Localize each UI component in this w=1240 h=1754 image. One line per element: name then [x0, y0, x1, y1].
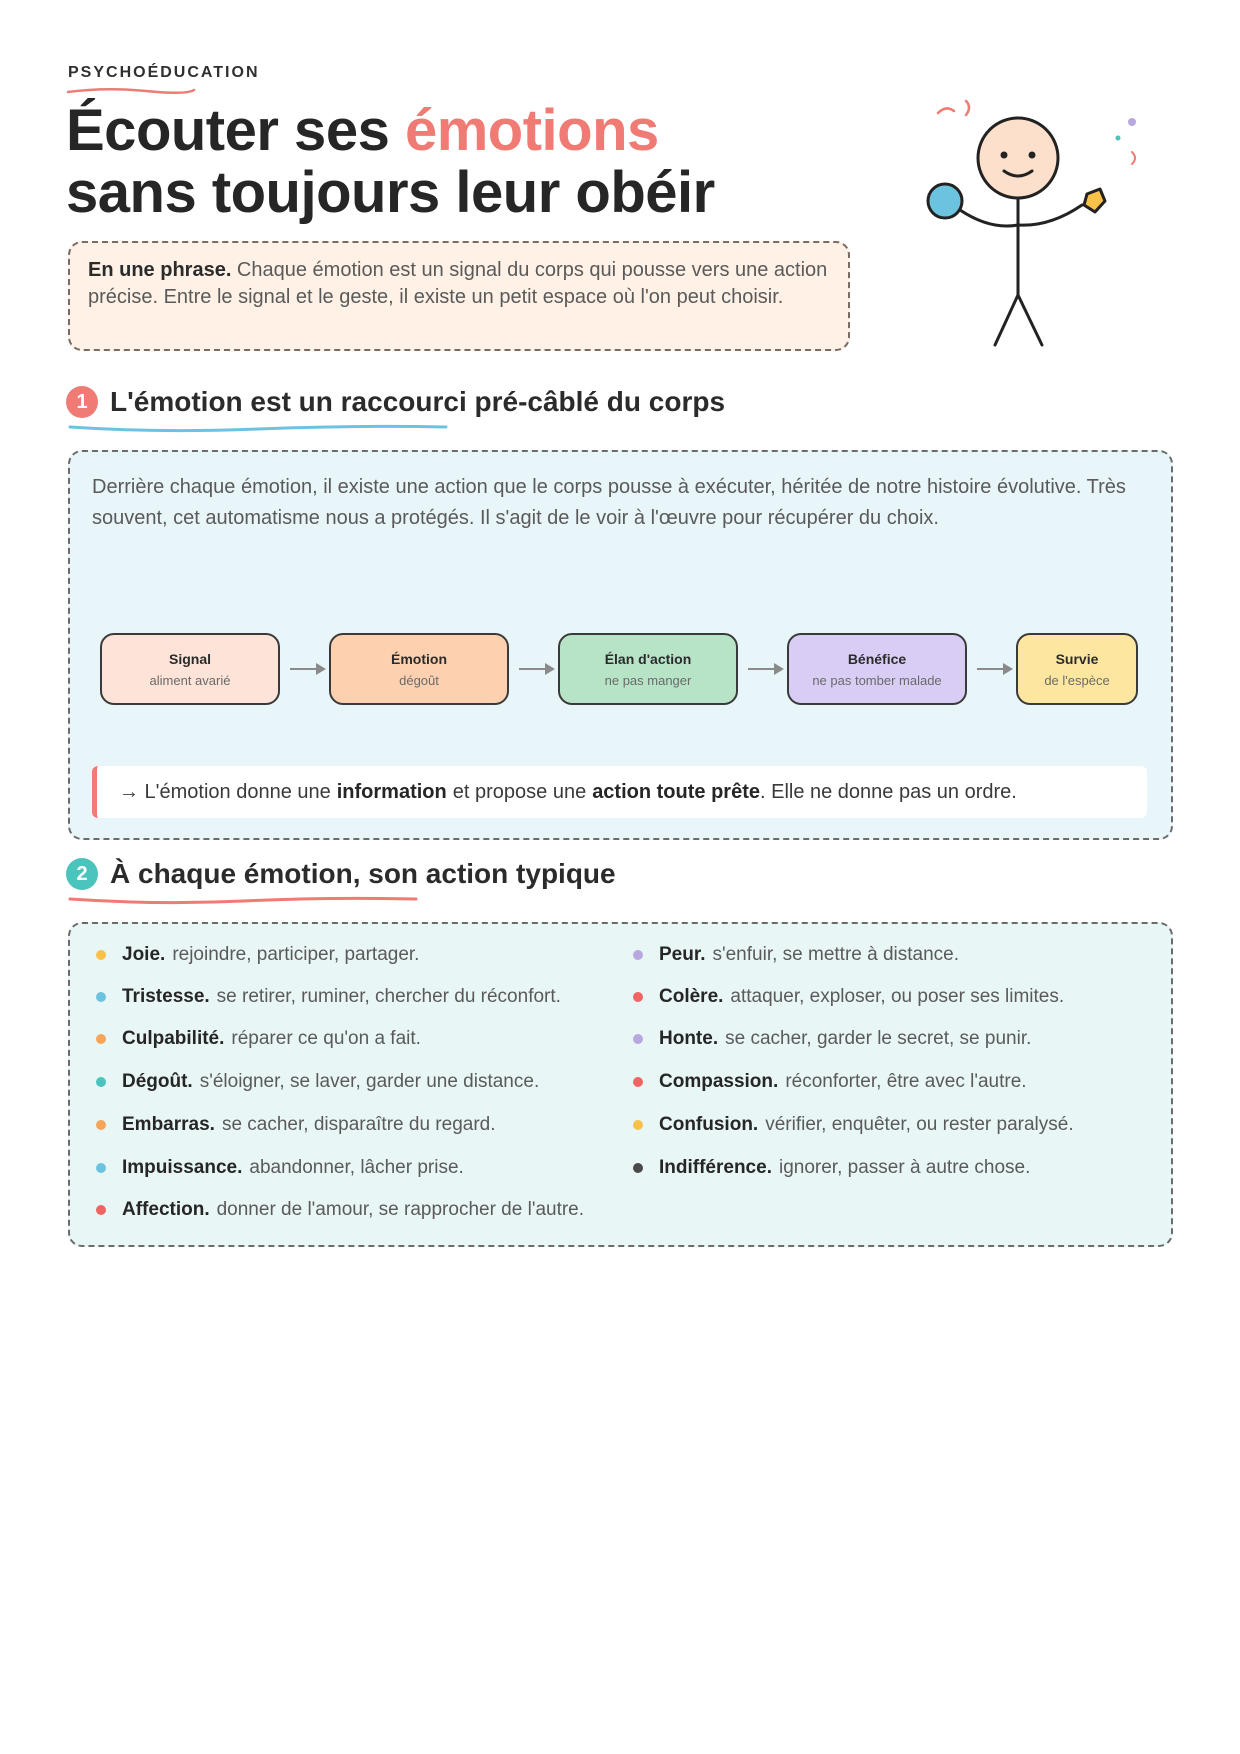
emotion-action: se cacher, garder le secret, se punir.	[725, 1028, 1032, 1049]
section-2-heading	[66, 858, 616, 890]
list-item-embarras	[96, 1114, 496, 1136]
flow-node-title: Émotion	[391, 650, 447, 667]
callout-suffix: . Elle ne donne pas un ordre.	[759, 780, 1017, 803]
list-item-culpabilite	[96, 1028, 421, 1050]
bullet-dot	[633, 1034, 643, 1044]
flow-node-title: Élan d'action	[604, 650, 692, 667]
emotion-action: vérifier, enquêter, ou rester paralysé.	[765, 1114, 1074, 1135]
bullet-dot	[96, 1120, 106, 1130]
flow-node-sub: dégoût	[399, 672, 439, 688]
section-2-box	[68, 922, 1173, 1247]
flow-node-title: Survie	[1055, 650, 1099, 667]
flow-diagram	[100, 633, 1140, 705]
emotion-name: Affection.	[122, 1199, 210, 1220]
list-item-tristesse	[96, 986, 561, 1008]
bullet-dot	[633, 992, 643, 1002]
section-2-title: À chaque émotion, son action typique	[110, 858, 616, 889]
emotion-action: réconforter, être avec l'autre.	[785, 1071, 1027, 1092]
summary-lead: En une phrase.	[88, 259, 232, 281]
flow-node-sub: de l'espèce	[1044, 672, 1110, 688]
list-item-impuissance	[96, 1157, 464, 1179]
emotion-name: Indifférence.	[659, 1157, 772, 1178]
callout-middle: et propose une	[452, 780, 587, 803]
list-item-indifference	[633, 1157, 1030, 1179]
title-accent: émotions	[404, 98, 659, 163]
bullet-dot	[96, 1163, 106, 1173]
emotion-name: Honte.	[659, 1028, 719, 1049]
bullet-dot	[96, 1034, 106, 1044]
flow-node-sub: ne pas manger	[604, 672, 692, 688]
emotion-name: Impuissance.	[122, 1157, 243, 1178]
flow-node-action	[558, 633, 738, 705]
flow-node-sub: ne pas tomber malade	[812, 672, 942, 688]
summary-box	[68, 241, 850, 351]
bullet-dot	[633, 1120, 643, 1130]
page-title	[66, 100, 715, 224]
flow-node-sub: aliment avarié	[149, 672, 231, 688]
emotion-name: Confusion.	[659, 1114, 759, 1135]
flow-arrow-icon	[517, 659, 557, 679]
list-item-joie	[96, 944, 419, 966]
section-1-box	[68, 450, 1173, 840]
list-item-honte	[633, 1028, 1031, 1050]
section-1-number: 1	[66, 386, 98, 418]
emotion-name: Culpabilité.	[122, 1028, 225, 1049]
emotion-action: attaquer, exploser, ou poser ses limites.	[730, 986, 1065, 1007]
section-1-heading	[66, 386, 725, 418]
section-2-number: 2	[66, 858, 98, 890]
emotion-action: rejoindre, participer, partager.	[172, 944, 420, 965]
emotion-action: s'éloigner, se laver, garder une distance.	[199, 1071, 540, 1092]
flow-node-benefit	[787, 633, 967, 705]
emotion-name: Joie.	[122, 944, 166, 965]
list-item-affection	[96, 1199, 584, 1221]
emotion-action: donner de l'amour, se rapprocher de l'autre.	[216, 1199, 585, 1220]
emotion-name: Dégoût.	[122, 1071, 193, 1092]
section-1-underline	[68, 422, 448, 434]
stick-figure-illustration	[920, 95, 1150, 355]
flow-arrow-icon	[288, 659, 328, 679]
section-1-intro: Derrière chaque émotion, il existe une action que le corps pousse à exécuter, héritée de notre histoire évolutive. Très souvent, cet automatisme nous a protégés. Il s'agit de le voir à l'œuvre pour récupérer du choix.	[92, 476, 1126, 529]
bullet-dot	[633, 950, 643, 960]
bullet-dot	[96, 950, 106, 960]
list-item-compassion	[633, 1071, 1027, 1093]
flow-arrow-icon	[975, 659, 1015, 679]
emotion-name: Tristesse.	[122, 986, 210, 1007]
title-part-1: Écouter ses	[66, 98, 405, 163]
flow-node-survival	[1016, 633, 1138, 705]
callout-bold-2: action toute prête	[592, 780, 760, 803]
emotion-action: s'enfuir, se mettre à distance.	[712, 944, 960, 965]
emotion-name: Compassion.	[659, 1071, 779, 1092]
emotion-name: Colère.	[659, 986, 724, 1007]
flow-arrow-icon	[746, 659, 786, 679]
callout-prefix: → L'émotion donne une	[119, 780, 331, 803]
emotion-action: ignorer, passer à autre chose.	[778, 1157, 1031, 1178]
bullet-dot	[96, 1205, 106, 1215]
summary-text: Chaque émotion est un signal du corps qui pousse vers une action précise. Entre le signal et le geste, il existe un petit espace où l'on peut choisir.	[88, 259, 828, 308]
callout-bold-1: information	[336, 780, 447, 803]
flow-node-title: Bénéfice	[847, 650, 907, 667]
list-item-colere	[633, 986, 1064, 1008]
section-1-title: L'émotion est un raccourci pré-câblé du corps	[110, 386, 726, 417]
emotion-action: abandonner, lâcher prise.	[249, 1157, 464, 1178]
flow-node-signal	[100, 633, 280, 705]
bullet-dot	[96, 992, 106, 1002]
bullet-dot	[633, 1163, 643, 1173]
callout-note	[92, 766, 1147, 818]
emotion-action: se cacher, disparaître du regard.	[221, 1114, 496, 1135]
eyebrow-underline	[66, 86, 196, 96]
list-item-peur	[633, 944, 959, 966]
emotion-name: Peur.	[659, 944, 706, 965]
emotion-name: Embarras.	[122, 1114, 215, 1135]
list-item-confusion	[633, 1114, 1074, 1136]
emotion-action: réparer ce qu'on a fait.	[231, 1028, 421, 1049]
list-item-degout	[96, 1071, 539, 1093]
flow-node-title: Signal	[168, 650, 211, 667]
eyebrow-label: PSYCHOÉDUCATION	[68, 64, 260, 81]
bullet-dot	[633, 1077, 643, 1087]
bullet-dot	[96, 1077, 106, 1087]
emotion-action: se retirer, ruminer, chercher du réconfort.	[216, 986, 561, 1007]
flow-node-emotion	[329, 633, 509, 705]
title-line-2: sans toujours leur obéir	[66, 160, 715, 225]
section-2-underline	[68, 894, 418, 906]
